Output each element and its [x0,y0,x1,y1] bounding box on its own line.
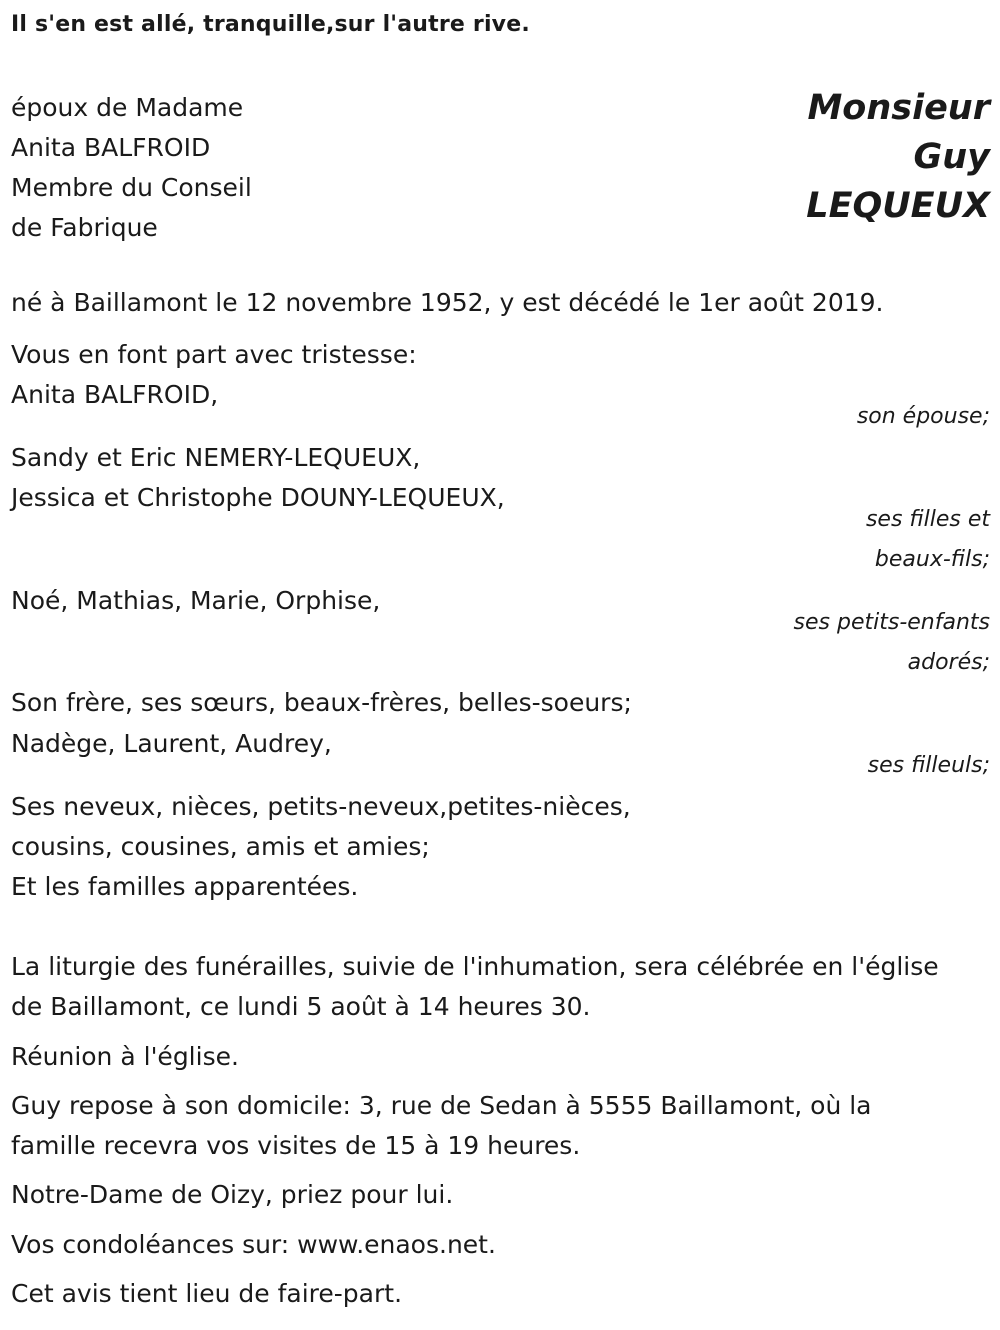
spouse-line: Anita BALFROID [11,133,211,162]
heading: Il s'en est allé, tranquille,sur l'autre rive. [11,12,530,37]
spouse-line: époux de Madame [11,93,244,122]
name-title: Monsieur [807,88,990,128]
spouse-line: Membre du Conseil [11,173,252,202]
liturgy-line: de Baillamont, ce lundi 5 août à 14 heures 30. [11,992,591,1021]
spouse-info [11,88,252,248]
deceased-name [806,84,990,231]
meeting-line: Réunion à l'église. [11,1042,239,1071]
extended-family-line: Et les familles apparentées. [11,872,359,901]
siblings-line: Son frère, ses sœurs, beaux-frères, belles-soeurs; [11,688,632,717]
condolences-line: Vos condoléances sur: www.enaos.net. [11,1230,496,1259]
announcement-intro: Vous en font part avec tristesse: [11,340,417,369]
daughters-role: beaux-fils; [874,547,990,572]
last-name: LEQUEUX [806,186,990,226]
wife-role: son épouse; [856,404,990,429]
godchildren-role: ses filleuls; [867,753,990,778]
prayer-line: Notre-Dame de Oizy, priez pour lui. [11,1180,454,1209]
daughters-line: Sandy et Eric NEMERY-LEQUEUX, [11,443,421,472]
notice-line: Cet avis tient lieu de faire-part. [11,1279,403,1308]
extended-family-line: Ses neveux, nièces, petits-neveux,petites-nièces, [11,792,631,821]
grandchildren-line: Noé, Mathias, Marie, Orphise, [11,586,381,615]
grandchildren-role: adorés; [907,650,990,675]
spouse-line: de Fabrique [11,213,158,242]
godchildren-line: Nadège, Laurent, Audrey, [11,729,332,758]
rest-line: Guy repose à son domicile: 3, rue de Sedan à 5555 Baillamont, où la [11,1091,872,1120]
liturgy-line: La liturgie des funérailles, suivie de l'inhumation, sera célébrée en l'église [11,952,939,981]
first-name: Guy [913,137,990,177]
wife-name: Anita BALFROID, [11,380,219,409]
birth-death-line: né à Baillamont le 12 novembre 1952, y est décédé le 1er août 2019. [11,288,884,317]
daughters-line: Jessica et Christophe DOUNY-LEQUEUX, [11,483,505,512]
extended-family-line: cousins, cousines, amis et amies; [11,832,430,861]
daughters-role: ses filles et [865,507,990,532]
grandchildren-role: ses petits-enfants [793,610,990,635]
rest-line: famille recevra vos visites de 15 à 19 heures. [11,1131,581,1160]
